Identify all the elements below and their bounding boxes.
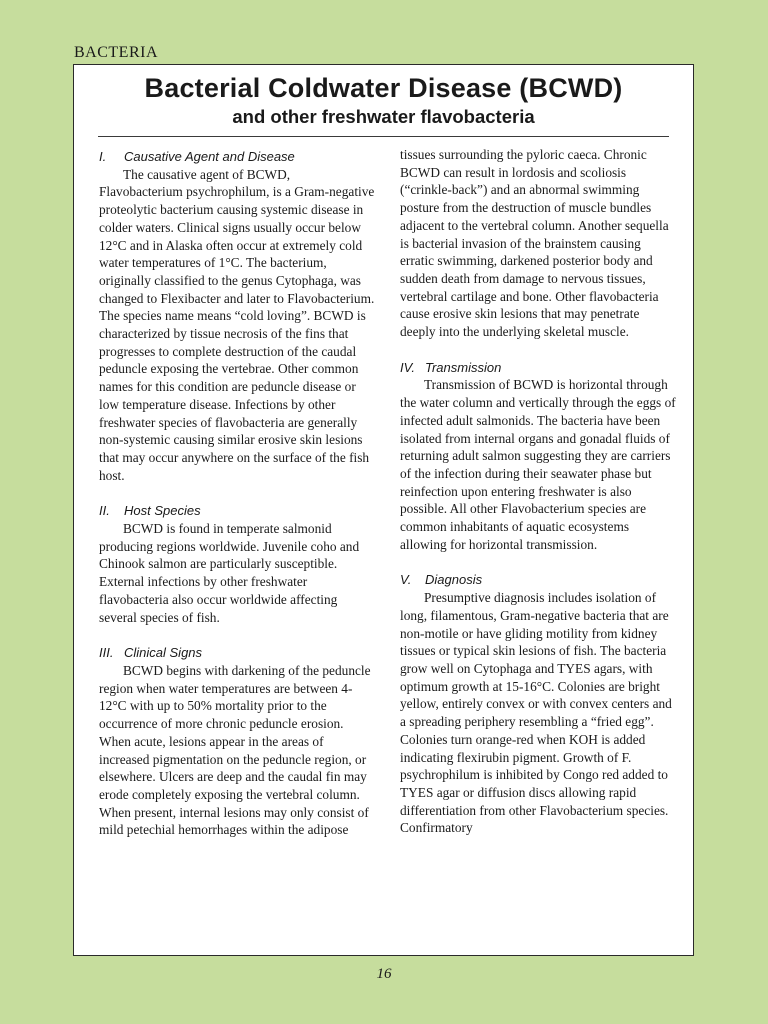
page-title: Bacterial Coldwater Disease (BCWD) <box>144 73 623 103</box>
section-heading-causative: I. Causative Agent and Disease <box>99 149 295 164</box>
page-number: 16 <box>376 966 392 982</box>
section-text-transmission: Transmission of BCWD is horizontal through the water column and vertically through the eggs of infected adult salmonids. The bacteria have been isolated from internal organs and gonadal fluids of returning adult salmon suggesting they are carriers of the infection during their seawater phase but reinfection upon entering freshwater is also possible. All other Flavobacterium species are common inhabitants of aquatic ecosystems allowing for horizontal transmission. <box>400 377 676 552</box>
section-tag: BACTERIA <box>74 44 158 61</box>
section-heading-clinical: III. Clinical Signs <box>99 645 203 661</box>
section-text-clinical-continued: tissues surrounding the pyloric caeca. Chronic BCWD can result in lordosis and scoliosis (“crinkle-back”) and an abnormal swimming posture from the destruction of muscle bundles adjacent to the vertebral column. Another sequella is bacterial invasion of the brainstem causing erratic swimming, darkened posterior body and sudden death from damage to nervous tissues, vertebral cartilage and bone. Other flavobacteria cause erosive skin lesions that may penetrate deeply into the underlying skeletal muscle. <box>400 147 669 340</box>
section-text-host: BCWD is found in temperate salmonid producing regions worldwide. Juvenile coho and Chinook salmon are particularly susceptible. External infections by other freshwater flavobacteria also occur worldwide affecting several species of fish. <box>99 521 360 625</box>
right-column <box>400 146 676 837</box>
page-subtitle: and other freshwater flavobacteria <box>232 106 535 127</box>
section-text-diagnosis: Presumptive diagnosis includes isolation of long, filamentous, Gram-negative bacteria that are non-motile or have gliding motility from kidney tissues or typical skin lesions of fish. The bacteria grow well on Cytophaga and TYES agars, with optimum growth at 15-16°C. Colonies are bright yellow, entirely convex or with convex centers and a spreading periphery resembling a “fried egg”. Colonies turn orange-red when KOH is added indicating flexirubin pigment. Growth of F. psychrophilum is inhibited by Congo red added to TYES agar or diffusion discs allowing rapid differentiation from other Flavobacterium species. Confirmatory <box>400 590 672 836</box>
left-column <box>99 146 375 839</box>
section-text-causative: The causative agent of BCWD, Flavobacterium psychrophilum, is a Gram-negative proteolytic bacterium causing systemic disease in colder waters. Clinical signs usually occur below 12°C and in Alaska often occur at extremely cold water temperatures of 1°C. The bacterium, originally classified to the genus Cytophaga, was changed to Flexibacter and later to Flavobacterium. The species name means “cold loving”. BCWD is characterized by tissue necrosis of the fins that progresses to complete destruction of the caudal peduncle exposing the vertebrae. Other common names for this condition are peduncle disease or low temperature disease. Infections by other freshwater species of flavobacteria are generally non-systemic causing similar erosive skin lesions that may occur anywhere on the surface of the fish host. <box>99 166 375 483</box>
section-heading-host: II. Host Species <box>99 503 201 519</box>
title-divider <box>98 136 669 137</box>
section-heading-diagnosis: V. Diagnosis <box>400 572 483 588</box>
section-heading-transmission: IV. Transmission <box>400 359 502 375</box>
article-panel <box>73 64 694 956</box>
section-text-clinical: BCWD begins with darkening of the peduncle region when water temperatures are between 4-12°C with up to 50% mortality prior to the occurrence of more chronic peduncle erosion. When acute, lesions appear in the areas of increased pigmentation on the peduncle region, or elsewhere. Ulcers are deep and the caudal fin may erode completely exposing the vertebral column. When present, internal lesions may only consist of mild petechial hemorrhages within the adipose <box>99 662 371 838</box>
